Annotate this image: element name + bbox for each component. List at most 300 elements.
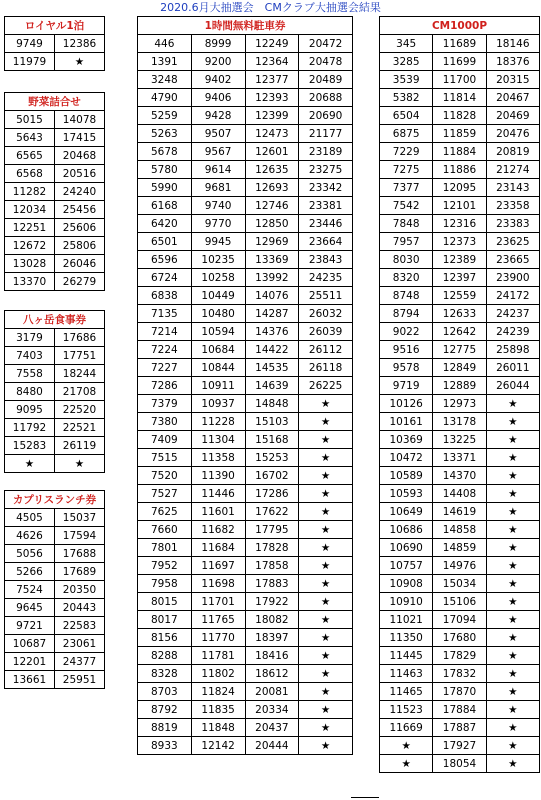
star-mark: ★ <box>486 449 539 467</box>
winning-number: 23843 <box>299 251 353 269</box>
table-row <box>380 107 540 125</box>
table-row <box>380 485 540 503</box>
winning-number: 15283 <box>5 437 55 455</box>
winning-number: 20437 <box>245 719 299 737</box>
winning-number: 25456 <box>55 201 105 219</box>
winning-number: 11700 <box>433 71 486 89</box>
winning-number: 10908 <box>380 575 433 593</box>
winning-number: 25606 <box>55 219 105 237</box>
winning-number: 11350 <box>380 629 433 647</box>
winning-number: 21708 <box>55 383 105 401</box>
star-mark: ★ <box>486 467 539 485</box>
winning-number: 11886 <box>433 161 486 179</box>
table-row <box>380 593 540 611</box>
table-row <box>5 347 105 365</box>
table-row <box>138 71 353 89</box>
winning-number: 7379 <box>138 395 192 413</box>
winning-number: 26119 <box>55 437 105 455</box>
star-mark: ★ <box>486 701 539 719</box>
table-row <box>5 237 105 255</box>
table-row <box>380 143 540 161</box>
winning-number: 3539 <box>380 71 433 89</box>
winning-number: 17870 <box>433 683 486 701</box>
table-row <box>138 665 353 683</box>
winning-number: 20688 <box>299 89 353 107</box>
winning-number: 10686 <box>380 521 433 539</box>
table-row <box>138 737 353 755</box>
winning-number: 345 <box>380 35 433 53</box>
winning-number: 10937 <box>191 395 245 413</box>
winning-number: 11765 <box>191 611 245 629</box>
winning-number: 9721 <box>5 617 55 635</box>
star-mark: ★ <box>486 719 539 737</box>
star-mark: ★ <box>299 539 353 557</box>
winning-number: 23358 <box>486 197 539 215</box>
winning-number: 12889 <box>433 377 486 395</box>
winning-number: 5056 <box>5 545 55 563</box>
table-row <box>138 233 353 251</box>
winning-number: 7625 <box>138 503 192 521</box>
star-mark: ★ <box>486 395 539 413</box>
winning-number: 13992 <box>245 269 299 287</box>
winning-number: 17828 <box>245 539 299 557</box>
winning-number: 25951 <box>55 671 105 689</box>
table-row <box>138 719 353 737</box>
winning-number: 7542 <box>380 197 433 215</box>
table-row <box>380 251 540 269</box>
winning-number: 14639 <box>245 377 299 395</box>
winning-number: 12377 <box>245 71 299 89</box>
winning-number: 20444 <box>245 737 299 755</box>
winning-number: 12672 <box>5 237 55 255</box>
star-mark: ★ <box>486 755 539 773</box>
winning-number: 9614 <box>191 161 245 179</box>
table-row <box>5 147 105 165</box>
winning-number: 11770 <box>191 629 245 647</box>
winning-number: 6875 <box>380 125 433 143</box>
winning-number: 11445 <box>380 647 433 665</box>
winning-number: 9200 <box>191 53 245 71</box>
winning-number: 6420 <box>138 215 192 233</box>
footer-line <box>351 797 379 798</box>
winning-number: 7558 <box>5 365 55 383</box>
table-row <box>380 755 540 773</box>
winning-number: 10649 <box>380 503 433 521</box>
table-row <box>380 521 540 539</box>
winning-number: 17689 <box>55 563 105 581</box>
winning-number: 8999 <box>191 35 245 53</box>
star-mark: ★ <box>299 485 353 503</box>
winning-number: 11523 <box>380 701 433 719</box>
winning-number: 26032 <box>299 305 353 323</box>
winning-number: 11824 <box>191 683 245 701</box>
winning-number: 13370 <box>5 273 55 291</box>
winning-number: 18612 <box>245 665 299 683</box>
table-row <box>5 383 105 401</box>
winning-number: 26225 <box>299 377 353 395</box>
winning-number: 9740 <box>191 197 245 215</box>
table-row <box>5 653 105 671</box>
winning-number: 11601 <box>191 503 245 521</box>
winning-number: 17094 <box>433 611 486 629</box>
winning-number: 12969 <box>245 233 299 251</box>
winning-number: 446 <box>138 35 192 53</box>
table-row <box>138 413 353 431</box>
winning-number: 12693 <box>245 179 299 197</box>
winning-number: 22521 <box>55 419 105 437</box>
winning-number: 21177 <box>299 125 353 143</box>
winning-number: 12386 <box>55 35 105 53</box>
table-row <box>5 617 105 635</box>
table-row <box>380 305 540 323</box>
table-row <box>5 219 105 237</box>
table-header: カプリスランチ券 <box>5 491 105 509</box>
star-mark: ★ <box>486 557 539 575</box>
winning-number: 6568 <box>5 165 55 183</box>
table-row <box>138 683 353 701</box>
winning-number: 11792 <box>5 419 55 437</box>
table-row <box>138 593 353 611</box>
winning-number: 24172 <box>486 287 539 305</box>
table-row <box>380 575 540 593</box>
winning-number: 8480 <box>5 383 55 401</box>
winning-number: 7377 <box>380 179 433 197</box>
winning-number: 23342 <box>299 179 353 197</box>
winning-number: 12399 <box>245 107 299 125</box>
table-row <box>138 467 353 485</box>
winning-number: 25806 <box>55 237 105 255</box>
table-row <box>380 701 540 719</box>
winning-number: 20819 <box>486 143 539 161</box>
winning-number: 24237 <box>486 305 539 323</box>
winning-number: 20690 <box>299 107 353 125</box>
winning-number: 26118 <box>299 359 353 377</box>
winning-number: 10126 <box>380 395 433 413</box>
winning-number: 7229 <box>380 143 433 161</box>
table-row <box>5 401 105 419</box>
table-row <box>380 737 540 755</box>
winning-number: 11699 <box>433 53 486 71</box>
table-row <box>138 107 353 125</box>
table-row <box>138 125 353 143</box>
winning-number: 10369 <box>380 431 433 449</box>
table-row <box>380 377 540 395</box>
winning-number: 10589 <box>380 467 433 485</box>
table-row <box>5 545 105 563</box>
winning-number: 23446 <box>299 215 353 233</box>
table-row <box>5 201 105 219</box>
table-header: ロイヤル1泊 <box>5 17 105 35</box>
star-mark: ★ <box>299 575 353 593</box>
star-mark: ★ <box>486 485 539 503</box>
table-row <box>5 437 105 455</box>
winning-number: 17286 <box>245 485 299 503</box>
table-row <box>5 183 105 201</box>
winning-number: 7227 <box>138 359 192 377</box>
table-row <box>5 129 105 147</box>
winning-number: 17415 <box>55 129 105 147</box>
winning-number: 20472 <box>299 35 353 53</box>
winning-number: 11304 <box>191 431 245 449</box>
winning-number: 17858 <box>245 557 299 575</box>
star-mark: ★ <box>486 575 539 593</box>
table-row <box>380 539 540 557</box>
winning-number: 20516 <box>55 165 105 183</box>
winning-number: 10757 <box>380 557 433 575</box>
winning-number: 17922 <box>245 593 299 611</box>
winning-number: 11446 <box>191 485 245 503</box>
star-mark: ★ <box>299 593 353 611</box>
winning-number: 8933 <box>138 737 192 755</box>
star-mark: ★ <box>299 647 353 665</box>
winning-number: 1391 <box>138 53 192 71</box>
winning-number: 4790 <box>138 89 192 107</box>
table-row <box>5 581 105 599</box>
winning-number: 11698 <box>191 575 245 593</box>
table-row <box>380 647 540 665</box>
table-row <box>5 599 105 617</box>
table-row <box>5 35 105 53</box>
star-mark: ★ <box>299 701 353 719</box>
winning-number: 26011 <box>486 359 539 377</box>
winning-number: 11979 <box>5 53 55 71</box>
star-mark: ★ <box>299 449 353 467</box>
winning-number: 26044 <box>486 377 539 395</box>
winning-number: 9516 <box>380 341 433 359</box>
winning-number: 12201 <box>5 653 55 671</box>
winning-number: 13225 <box>433 431 486 449</box>
winning-number: 11697 <box>191 557 245 575</box>
winning-number: 10910 <box>380 593 433 611</box>
table-row <box>138 269 353 287</box>
winning-number: 12633 <box>433 305 486 323</box>
table-row <box>380 323 540 341</box>
winning-number: 7527 <box>138 485 192 503</box>
winning-number: 10844 <box>191 359 245 377</box>
winning-number: 22520 <box>55 401 105 419</box>
table-vegetable-set <box>4 92 105 291</box>
winning-number: 15103 <box>245 413 299 431</box>
winning-number: 8015 <box>138 593 192 611</box>
table-row <box>380 413 540 431</box>
winning-number: 12373 <box>433 233 486 251</box>
winning-number: 12034 <box>5 201 55 219</box>
winning-number: 10911 <box>191 377 245 395</box>
winning-number: 5259 <box>138 107 192 125</box>
table-row <box>380 125 540 143</box>
winning-number: 7275 <box>380 161 433 179</box>
winning-number: 17622 <box>245 503 299 521</box>
winning-number: 13178 <box>433 413 486 431</box>
winning-number: 10235 <box>191 251 245 269</box>
winning-number: 11463 <box>380 665 433 683</box>
table-row <box>380 269 540 287</box>
winning-number: 11814 <box>433 89 486 107</box>
winning-number: 8819 <box>138 719 192 737</box>
table-yatsugatake-meal-ticket <box>4 310 105 473</box>
table-row <box>138 53 353 71</box>
table-row <box>380 719 540 737</box>
winning-number: 11701 <box>191 593 245 611</box>
winning-number: 14619 <box>433 503 486 521</box>
star-mark: ★ <box>299 719 353 737</box>
table-row <box>380 467 540 485</box>
winning-number: 12393 <box>245 89 299 107</box>
table-row <box>380 35 540 53</box>
winning-number: 14859 <box>433 539 486 557</box>
winning-number: 17795 <box>245 521 299 539</box>
winning-number: 3248 <box>138 71 192 89</box>
table-row <box>5 455 105 473</box>
table-row <box>380 215 540 233</box>
winning-number: 20334 <box>245 701 299 719</box>
table-row <box>138 701 353 719</box>
winning-number: 13369 <box>245 251 299 269</box>
winning-number: 15168 <box>245 431 299 449</box>
star-mark: ★ <box>486 629 539 647</box>
winning-number: 9428 <box>191 107 245 125</box>
star-mark: ★ <box>486 647 539 665</box>
winning-number: 7801 <box>138 539 192 557</box>
table-row <box>380 233 540 251</box>
star-mark: ★ <box>486 683 539 701</box>
table-row <box>5 365 105 383</box>
table-row <box>138 215 353 233</box>
star-mark: ★ <box>299 683 353 701</box>
winning-number: 12849 <box>433 359 486 377</box>
table-header: 1時間無料駐車券 <box>138 17 353 35</box>
table-row <box>138 539 353 557</box>
winning-number: 14376 <box>245 323 299 341</box>
table-row <box>138 395 353 413</box>
winning-number: 17688 <box>55 545 105 563</box>
winning-number: 22583 <box>55 617 105 635</box>
winning-number: 23900 <box>486 269 539 287</box>
winning-number: 5263 <box>138 125 192 143</box>
winning-number: 12101 <box>433 197 486 215</box>
winning-number: 9719 <box>380 377 433 395</box>
star-mark: ★ <box>5 455 55 473</box>
winning-number: 5015 <box>5 111 55 129</box>
star-mark: ★ <box>486 521 539 539</box>
winning-number: 4626 <box>5 527 55 545</box>
table-row <box>5 671 105 689</box>
winning-number: 7214 <box>138 323 192 341</box>
winning-number: 6504 <box>380 107 433 125</box>
winning-number: 12559 <box>433 287 486 305</box>
table-row <box>380 683 540 701</box>
winning-number: 11282 <box>5 183 55 201</box>
winning-number: 6565 <box>5 147 55 165</box>
winning-number: 7224 <box>138 341 192 359</box>
winning-number: 7286 <box>138 377 192 395</box>
table-row <box>138 647 353 665</box>
winning-number: 25898 <box>486 341 539 359</box>
winning-number: 11682 <box>191 521 245 539</box>
winning-number: 11848 <box>191 719 245 737</box>
winning-number: 11669 <box>380 719 433 737</box>
winning-number: 12364 <box>245 53 299 71</box>
winning-number: 17884 <box>433 701 486 719</box>
table-row <box>5 255 105 273</box>
table-row <box>5 111 105 129</box>
winning-number: 7660 <box>138 521 192 539</box>
winning-number: 10480 <box>191 305 245 323</box>
table-row <box>138 557 353 575</box>
winning-number: 23381 <box>299 197 353 215</box>
winning-number: 5990 <box>138 179 192 197</box>
table-row <box>138 89 353 107</box>
winning-number: 7524 <box>5 581 55 599</box>
winning-number: 9095 <box>5 401 55 419</box>
winning-number: 20489 <box>299 71 353 89</box>
winning-number: 9406 <box>191 89 245 107</box>
winning-number: 14976 <box>433 557 486 575</box>
winning-number: 18376 <box>486 53 539 71</box>
winning-number: 23664 <box>299 233 353 251</box>
winning-number: 26279 <box>55 273 105 291</box>
winning-number: 7515 <box>138 449 192 467</box>
winning-number: 11465 <box>380 683 433 701</box>
winning-number: 20478 <box>299 53 353 71</box>
table-row <box>380 359 540 377</box>
table-row <box>138 449 353 467</box>
winning-number: 20443 <box>55 599 105 617</box>
winning-number: 8030 <box>380 251 433 269</box>
table-row <box>138 629 353 647</box>
winning-number: 10161 <box>380 413 433 431</box>
winning-number: 17594 <box>55 527 105 545</box>
table-row <box>138 431 353 449</box>
winning-number: 9402 <box>191 71 245 89</box>
table-row <box>138 323 353 341</box>
winning-number: 8792 <box>138 701 192 719</box>
winning-number: 16702 <box>245 467 299 485</box>
table-row <box>380 629 540 647</box>
table-row <box>5 527 105 545</box>
table-row <box>380 665 540 683</box>
table-royal-stay <box>4 16 105 71</box>
star-mark: ★ <box>380 755 433 773</box>
table-row <box>138 611 353 629</box>
table-row <box>380 179 540 197</box>
winning-number: 21274 <box>486 161 539 179</box>
winning-number: 6501 <box>138 233 192 251</box>
winning-number: 9749 <box>5 35 55 53</box>
table-row <box>380 449 540 467</box>
winning-number: 20315 <box>486 71 539 89</box>
winning-number: 18244 <box>55 365 105 383</box>
winning-number: 3285 <box>380 53 433 71</box>
table-row <box>380 53 540 71</box>
winning-number: 12249 <box>245 35 299 53</box>
winning-number: 7958 <box>138 575 192 593</box>
winning-number: 7135 <box>138 305 192 323</box>
winning-number: 7952 <box>138 557 192 575</box>
table-row <box>380 341 540 359</box>
winning-number: 13661 <box>5 671 55 689</box>
table-header: 八ヶ岳食事券 <box>5 311 105 329</box>
table-row <box>380 89 540 107</box>
winning-number: 25511 <box>299 287 353 305</box>
table-row <box>138 575 353 593</box>
page-title: 2020.6月大抽選会 CMクラブ大抽選会結果 <box>160 1 381 14</box>
winning-number: 11802 <box>191 665 245 683</box>
winning-number: 12775 <box>433 341 486 359</box>
winning-number: 11828 <box>433 107 486 125</box>
winning-number: 9945 <box>191 233 245 251</box>
star-mark: ★ <box>55 53 105 71</box>
